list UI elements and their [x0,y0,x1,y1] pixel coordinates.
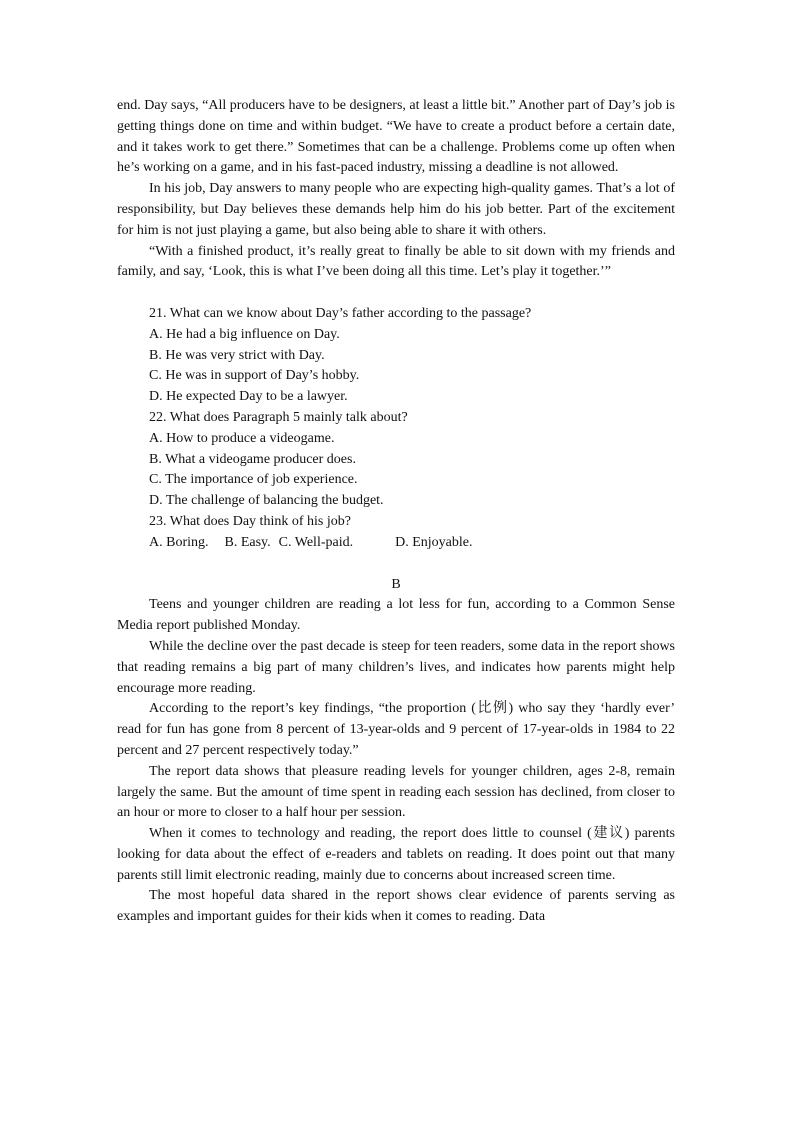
passage-b-paragraph-5: When it comes to technology and reading, the report does little to counsel (建议) parents looking for data about the effect of e-readers and tablets on reading. It does point out that many parents still limit electronic reading, mainly due to concerns about increased screen time. [117,826,675,883]
option-b: B. Easy. [224,534,271,550]
option-c: C. Well-paid. [278,534,354,550]
passage-b-paragraph-2: While the decline over the past decade is steep for teen readers, some data in the report shows that reading remains a big part of many children’s lives, and indicates how parents might help encourage more reading. [117,638,675,696]
options-row [117,533,675,554]
passage-b-paragraph-6: The most hopeful data shared in the report shows clear evidence of parents serving as examples and important guides for their kids when it comes to reading. Data [117,888,675,925]
option-a: A. How to produce a videogame. [149,430,335,446]
question-stem: 21. What can we know about Day’s father according to the passage? [149,305,532,321]
passage-a-paragraph-6: “With a finished product, it’s really great to finally be able to sit down with my friends and family, and say, ‘Look, this is what I’ve been doing all this time. Let’s play it together.’” [117,243,675,280]
passage-b-paragraph-3: According to the report’s key findings, “the proportion (比例) who say they ‘hardly ever’ read for fun has gone from 8 percent of 13-year-olds and 9 percent of 17-year-olds in 1984 to 22 percent and 27 percent respectively today.” [117,701,675,758]
page-content [117,96,675,928]
question-stem: 23. What does Day think of his job? [149,513,351,529]
section-heading-b: B [391,576,401,592]
question-stem: 22. What does Paragraph 5 mainly talk about? [149,409,408,425]
option-d: D. Enjoyable. [395,534,473,550]
passage-a-paragraph-4-continued: end. Day says, “All producers have to be designers, at least a little bit.” Another part of Day’s job is getting things done on time and within budget. “We have to create a product before a certain date, and it takes work to get there.” Sometimes that can be a challenge. Problems come up often when he’s working on a game, and in his fast-paced industry, missing a deadline is not allowed. [117,98,675,176]
spacer [117,283,675,304]
option-a: A. He had a big influence on Day. [149,326,340,342]
option-b: B. What a videogame producer does. [149,451,356,467]
question-23 [117,512,675,554]
option-a: A. Boring. [149,534,209,550]
passage-a-paragraph-5: In his job, Day answers to many people who are expecting high-quality games. That’s a lot of responsibility, but Day believes these demands help him do his job better. Part of the excitement for him is not just playing a game, but also being able to share it with others. [117,181,675,238]
option-c: C. He was in support of Day’s hobby. [149,368,360,384]
option-d: D. He expected Day to be a lawyer. [149,389,348,405]
option-c: C. The importance of job experience. [149,472,358,488]
passage-b-paragraph-4: The report data shows that pleasure reading levels for younger children, ages 2-8, remain largely the same. But the amount of time spent in reading each session has declined, from closer to an hour or more to closer to a half hour per session. [117,763,675,821]
option-d: D. The challenge of balancing the budget. [149,493,384,509]
passage-b-paragraph-1: Teens and younger children are reading a lot less for fun, according to a Common Sense Media report published Monday. [117,597,675,634]
question-21 [117,304,675,408]
spacer [117,554,675,575]
option-b: B. He was very strict with Day. [149,347,325,363]
question-22 [117,408,675,512]
